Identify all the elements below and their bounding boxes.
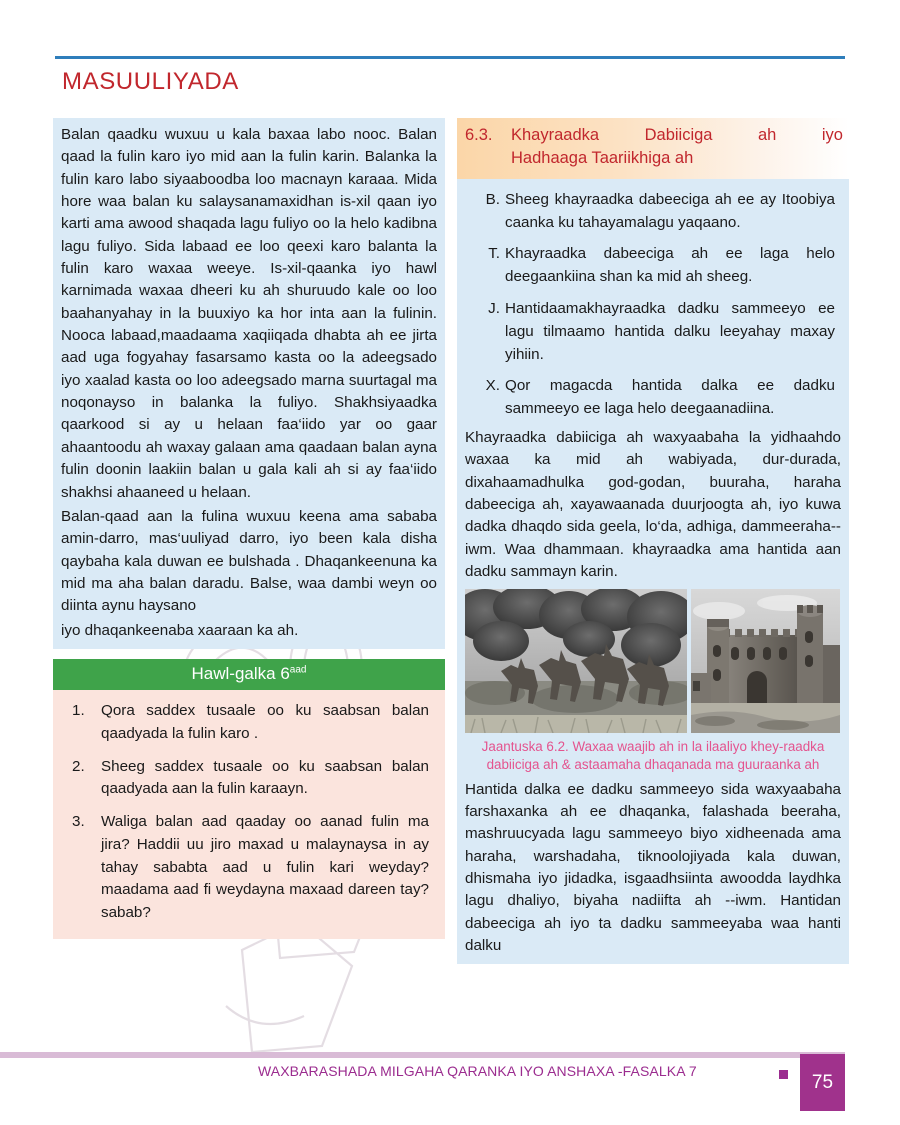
list-item: Waliga balan aad qaaday oo aanad fulin ma jira? Haddii uu jiro maxad u malaynaysa in ay tahay sababta aad u fulin kari weyday? maadama aad fi weydayna maxaad dareen tay? sabab? bbox=[101, 813, 429, 922]
castle-photo bbox=[691, 589, 840, 733]
footer-square-bullet bbox=[779, 1070, 788, 1079]
wildlife-photo bbox=[465, 589, 687, 733]
list-item-text: Hantidaamakhayraadka dadku sammeeyo ee lagu tilmaamo hantida dalku leeyahay maxay yihiin. bbox=[505, 300, 835, 363]
list-item-letter: J. bbox=[488, 300, 500, 318]
activity-question-list bbox=[61, 700, 437, 925]
right-body-panel bbox=[457, 179, 849, 965]
paragraph-1: Balan qaadku wuxuu u kala baxaa labo nooc. Balan qaad la fulin karo iyo mid aan la fulin karin. Balanka la fulin karo labo siyaaboodba loo macnayn karaaa. Mida hore waa balan ku salaysanamaxidhan is-xil qaan iyo karti ama awood shaqada lagu fuliyo oo la helo kadibna lagu fuliyo. Sida labaad ee loo qeexi karo balanta la fulin karo waxaa weeye. Is-xil-qaanka iyo hawl karnimada waxaa dheeri ku ah shuruudo kale oo loo baahanyahay in la buuxiyo ka hor inta aan la fulinin. Nooca labaad,maadaama xaqiiqada dhabta ah ee jirta aad uga fogyahay fasarsamo kasta oo la adeegsado iyo xaalad kasta oo loo adeegsado marna suurtagal ma noqonayso in balanka la fuliyo. Shakhsiyaadka qaarkood si ay u helaan faa‘iido yar oo gaar ahaantoodu ah waxay galaan ama qaadaan balan ayna fulin doonin laakiin balan u gala kali ah si ay faa‘iido shakhsi ahaaneed u helaan. bbox=[61, 126, 437, 501]
lettered-question-list bbox=[465, 185, 841, 427]
figure-images bbox=[465, 589, 841, 733]
page-title: MASUULIYADA bbox=[62, 68, 239, 95]
page-number: 75 bbox=[800, 1054, 845, 1111]
section-title-line-1: Khayraadka Dabiiciga ah iyo bbox=[511, 126, 843, 144]
left-body-panel bbox=[53, 118, 445, 649]
list-item bbox=[485, 189, 835, 235]
section-header bbox=[457, 118, 849, 179]
list-item-letter: T. bbox=[488, 245, 500, 263]
list-item-letter: X. bbox=[485, 377, 500, 395]
footer-rule bbox=[0, 1052, 845, 1058]
paragraph-natural-resources: Khayraadka dabiiciga ah waxyaabaha la yidhaahdo waxaa ka mid ah wabiyada, dur-durada, dixahaamadhulka god-godan, buuraha, haraha dabeeciga ah, xayawaanada duurjoogta ah, iyo kuwa dadka dhaqdo sida geela, lo‘da, adhiga, dammeeraha--iwm. Waa dhammaan. khayraadka ama hantida aan dadku sammayn karin. bbox=[465, 429, 841, 581]
list-item-text: Sheeg khayraadka dabeeciga ah ee ay Itoobiya caanka ku tahayamalagu yaqaano. bbox=[505, 190, 835, 231]
section-title-line-2: Hadhaaga Taariikhiga ah bbox=[511, 149, 694, 168]
paragraph-2-trailing: iyo dhaqankeenaba xaaraan ka ah. bbox=[61, 621, 299, 639]
paragraph-national-assets: Hantida dalka ee dadku sammeeyo sida waxyaabaha farshaxanka ah ee dhaqanka, falashada beeraha, mashruucyada lagu sammeeyo biyo xidheenada ama haraha, warshadaha, tiknoolojiyada kala duwan, dhismaha iyo jidadka, isgaadhsiinta awoodda laydhka lagu dhaliyo, biyaha nadiifta ah --iwm. Hantidan dabeeciga ah iyo ta dadku sammeeyaba waa hanti dalku bbox=[465, 780, 841, 955]
list-item-letter: B. bbox=[485, 190, 500, 208]
activity-banner-label: Hawl-galka 6 bbox=[191, 663, 290, 683]
activity-banner bbox=[53, 659, 445, 690]
activity-questions-panel bbox=[53, 690, 445, 939]
figure-caption: Jaantuska 6.2. Waxaa waajib ah in la ilaaliyo khey-raadka dabiiciga ah & astaamaha dhaqanada ma guuraanka ah bbox=[481, 739, 825, 772]
right-column bbox=[457, 118, 849, 964]
left-column bbox=[53, 118, 445, 939]
paragraph-2: Balan-qaad aan la fulina wuxuu keena ama sababa amin-darro, mas‘uuliyad darro, iyo been kala disha qaybaha kala duwan ee bulshada . Dhaqankeenuna ka mid ma aha balan daradu. Balse, waa dambi weyn oo diinta aynu haysano bbox=[61, 507, 437, 615]
list-item: Sheeg saddex tusaale oo ku saabsan balan qaadyada aan la fulin karaayn. bbox=[101, 757, 429, 798]
section-title bbox=[511, 124, 843, 171]
list-item bbox=[485, 375, 835, 421]
activity-banner-superscript: aad bbox=[289, 664, 307, 676]
list-item: Qora saddex tusaale oo ku saabsan balan qaadyada la fulin karo . bbox=[101, 701, 429, 742]
footer-title: WAXBARASHADA MILGAHA QARANKA IYO ANSHAXA -FASALKA 7 bbox=[258, 1063, 697, 1079]
section-number: 6.3. bbox=[465, 126, 493, 144]
list-item bbox=[488, 298, 835, 366]
list-item-text: Khayraadka dabeeciga ah ee laga helo deegaankiina shan ka mid ah sheeg. bbox=[505, 245, 835, 286]
header-rule bbox=[55, 56, 845, 59]
list-item-text: Qor magacda hantida dalka ee dadku sammeeyo ee laga helo deegaanadiina. bbox=[505, 377, 835, 418]
list-item bbox=[488, 243, 835, 289]
